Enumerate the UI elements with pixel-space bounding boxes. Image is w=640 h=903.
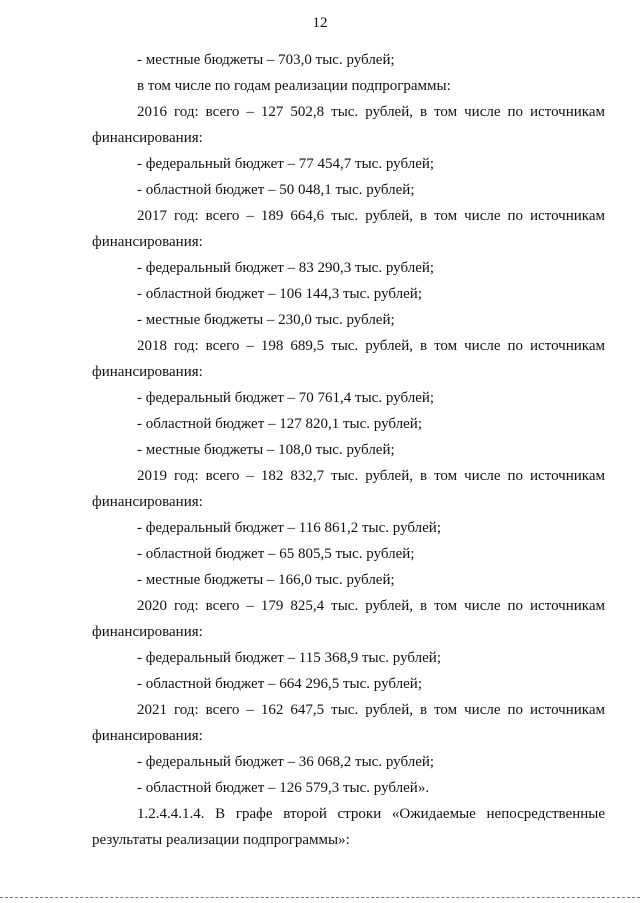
text-line: - местные бюджеты – 108,0 тыс. рублей;: [137, 442, 395, 458]
text-line: - областной бюджет – 126 579,3 тыс. рублей».: [137, 780, 430, 796]
text-line: результаты реализации подпрограммы»:: [92, 832, 350, 848]
text-line: финансирования:: [92, 624, 203, 640]
text-line: финансирования:: [92, 364, 203, 380]
text-line: - областной бюджет – 50 048,1 тыс. рублей;: [137, 182, 415, 198]
text-line: финансирования:: [92, 130, 203, 146]
page-number: 12: [312, 15, 328, 31]
text-line: - местные бюджеты – 166,0 тыс. рублей;: [137, 572, 395, 588]
text-line: - местные бюджеты – 703,0 тыс. рублей;: [137, 52, 395, 68]
page-bottom-divider: [0, 897, 640, 898]
text-line: - местные бюджеты – 230,0 тыс. рублей;: [137, 312, 395, 328]
text-line: 2018 год: всего – 198 689,5 тыс. рублей, в том числе по источникам: [137, 338, 605, 354]
text-line: 2016 год: всего – 127 502,8 тыс. рублей, в том числе по источникам: [137, 104, 605, 120]
text-line: - федеральный бюджет – 77 454,7 тыс. рублей;: [137, 156, 435, 172]
text-line: - федеральный бюджет – 83 290,3 тыс. рублей;: [137, 260, 435, 276]
text-line: - федеральный бюджет – 116 861,2 тыс. рублей;: [137, 520, 441, 536]
document-body: [92, 47, 605, 853]
text-line: финансирования:: [92, 234, 203, 250]
text-line: 1.2.4.4.1.4. В графе второй строки «Ожидаемые непосредственные: [137, 806, 605, 822]
text-line: - областной бюджет – 664 296,5 тыс. рублей;: [137, 676, 422, 692]
text-line: 2017 год: всего – 189 664,6 тыс. рублей, в том числе по источникам: [137, 208, 605, 224]
text-line: - областной бюджет – 106 144,3 тыс. рублей;: [137, 286, 422, 302]
text-line: 2021 год: всего – 162 647,5 тыс. рублей, в том числе по источникам: [137, 702, 605, 718]
text-line: - федеральный бюджет – 115 368,9 тыс. рублей;: [137, 650, 441, 666]
text-line: 2020 год: всего – 179 825,4 тыс. рублей, в том числе по источникам: [137, 598, 605, 614]
text-line: - федеральный бюджет – 70 761,4 тыс. рублей;: [137, 390, 435, 406]
text-line: 2019 год: всего – 182 832,7 тыс. рублей, в том числе по источникам: [137, 468, 605, 484]
text-line: - областной бюджет – 127 820,1 тыс. рублей;: [137, 416, 422, 432]
text-line: финансирования:: [92, 728, 203, 744]
text-line: в том числе по годам реализации подпрограммы:: [137, 78, 451, 94]
text-line: - федеральный бюджет – 36 068,2 тыс. рублей;: [137, 754, 435, 770]
text-line: - областной бюджет – 65 805,5 тыс. рублей;: [137, 546, 415, 562]
text-line: финансирования:: [92, 494, 203, 510]
